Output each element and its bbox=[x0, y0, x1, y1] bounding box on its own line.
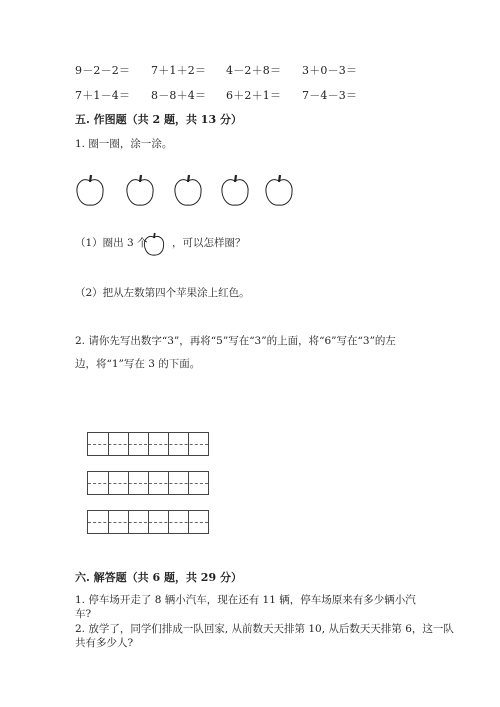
apple-icon bbox=[220, 172, 250, 208]
apple-icon bbox=[125, 172, 155, 208]
question-6-2-line-1: 2. 放学了，同学们排成一队回家, 从前数天天排第 10, 从后数天天排第 6，这一队 bbox=[75, 623, 454, 635]
equation: 8－8＋4＝ bbox=[151, 89, 207, 102]
question-6-2-line-2: 共有多少人? bbox=[75, 637, 134, 649]
question-5-1-part-2: （2）把从左数第四个苹果涂上红色。 bbox=[75, 287, 250, 299]
grid-cell-divider bbox=[168, 472, 169, 494]
section-5-title: 五. 作图题（共 2 题，共 13 分） bbox=[75, 113, 242, 126]
grid-cell-divider bbox=[108, 511, 109, 533]
grid-cell-divider bbox=[148, 433, 149, 455]
writing-grid bbox=[87, 432, 209, 456]
grid-cell-divider bbox=[168, 433, 169, 455]
equation: 6＋2＋1＝ bbox=[226, 89, 282, 102]
grid-cell-divider bbox=[108, 433, 109, 455]
equation: 9－2－2＝ bbox=[75, 64, 131, 77]
section-6-title: 六. 解答题（共 6 题，共 29 分） bbox=[75, 571, 242, 584]
grid-cell-divider bbox=[128, 472, 129, 494]
equation: 7＋1－4＝ bbox=[75, 89, 131, 102]
apple-icon bbox=[143, 230, 165, 258]
grid-cell-divider bbox=[188, 472, 189, 494]
question-6-1-line-2: 车? bbox=[75, 608, 92, 620]
grid-cell-divider bbox=[108, 472, 109, 494]
grid-cell-divider bbox=[128, 433, 129, 455]
question-5-1-part-1-suffix: ，可以怎样圈？ bbox=[172, 237, 246, 249]
grid-cell-divider bbox=[188, 433, 189, 455]
grid-cell-divider bbox=[188, 511, 189, 533]
grid-cell-divider bbox=[148, 511, 149, 533]
question-5-2-line-2: 边，将“1”写在 3 的下面。 bbox=[75, 358, 201, 370]
equation: 7＋1＋2＝ bbox=[151, 64, 207, 77]
apple-icon bbox=[264, 172, 294, 208]
writing-grid bbox=[87, 471, 209, 495]
apple-icon bbox=[75, 172, 105, 208]
question-5-1-part-1-prefix: （1）圈出 3 个 bbox=[75, 237, 148, 249]
grid-cell-divider bbox=[148, 472, 149, 494]
grid-cell-divider bbox=[168, 511, 169, 533]
equation: 4－2＋8＝ bbox=[226, 64, 282, 77]
question-5-2-line-1: 2. 请你先写出数字“3”，再将“5”写在“3”的上面，将“6”写在“3”的左 bbox=[75, 335, 396, 347]
question-5-1-title: 1. 圈一圈，涂一涂。 bbox=[75, 138, 173, 150]
equation: 7－4－3＝ bbox=[302, 89, 358, 102]
writing-grid bbox=[87, 510, 209, 534]
apple-icon bbox=[173, 172, 203, 208]
equation: 3＋0－3＝ bbox=[302, 64, 358, 77]
question-6-1-line-1: 1. 停车场开走了 8 辆小汽车，现在还有 11 辆，停车场原来有多少辆小汽 bbox=[75, 594, 416, 606]
grid-cell-divider bbox=[128, 511, 129, 533]
